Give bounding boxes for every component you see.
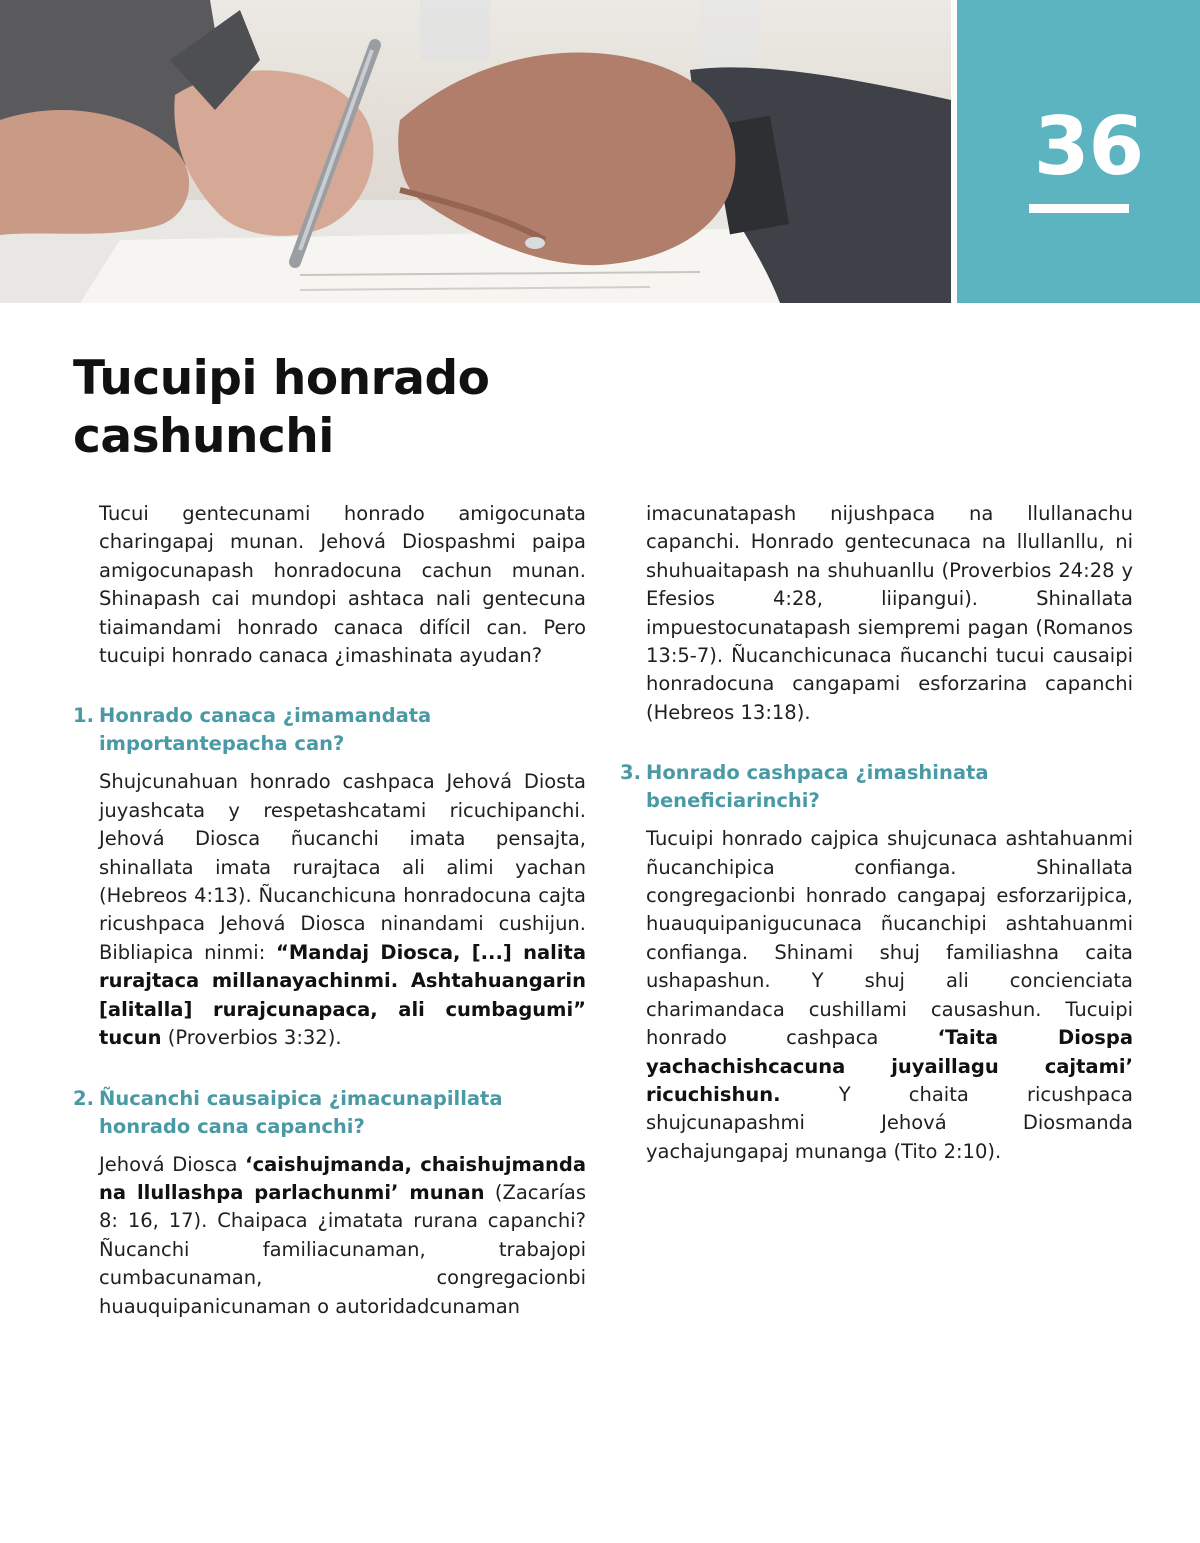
answer-text-continued: Y chaita ricushpaca shujcunapashmi Jehová Diosmanda yachajungapaj munanga (Tito 2:10). [646, 1082, 1134, 1163]
question-1-heading [73, 702, 586, 758]
lesson-number-badge [957, 0, 1200, 303]
question-2-heading [73, 1085, 586, 1141]
question-text: Honrado cashpaca ¿imashinata beneficiarinchi? [646, 761, 989, 813]
lesson-title [73, 350, 673, 466]
question-text: Honrado canaca ¿imamandata importantepacha can? [99, 704, 432, 756]
question-2-answer [99, 1151, 586, 1321]
question-3-heading [620, 759, 1133, 815]
lesson-title-line-1: Tucuipi honrado [73, 351, 490, 406]
question-3-answer [646, 825, 1133, 1166]
question-number: 3. [620, 761, 641, 785]
answer-text: Tucuipi honrado cajpica shujcunaca ashtahuanmi ñucanchipica confianga. Shinallata congregacionbi honrado cangapaj esforzarijpica, huauquipanigucunaca ñucanchipi ashtahuanmi confianga. Shinami shuj familiashna caita ushapashun. Y shuj ali concienciata charimandaca cushillami causashun. Tucuipi honrado cashpaca [646, 827, 1133, 1050]
answer-text: Shujcunahuan honrado cashpaca Jehová Diosta juyashcata y respetashcatami ricuchipanchi. Jehová Diosca ñucanchi imata pensajta, shinallata imata rurajtaca ali alimi yachan (Hebreos 4:13). Ñucanchicuna honradocuna cajta ricushpaca Jehová Diosca ninandami cushijun. Bibliapica ninmi: [99, 770, 586, 964]
question-number: 1. [73, 704, 94, 728]
scripture-quote: ‘Taita Diospa yachachishcacuna juyaillagu cajtami’ ricuchishun. [646, 1026, 1133, 1106]
answer-text-continued: (Zacarías 8: 16, 17). Chaipaca ¿imatata rurana capanchi? Ñucanchi familiacunaman, trabajopi cumbacunaman, congregacionbi huauquipanicunaman o autoridadcunaman [99, 1180, 587, 1318]
right-column [620, 500, 1133, 1166]
photo-illustration [0, 0, 951, 303]
lesson-title-line-2: cashunchi [73, 409, 334, 464]
intro-paragraph: Tucui gentecunami honrado amigocunata charingapaj munan. Jehová Diospashmi paipa amigocunapash honradocuna cachun munan. Shinapash cai mundopi ashtaca nali gentecuna tiaimandami honrado canaca difícil can. Pero tucuipi honrado canaca ¿imashinata ayudan? [99, 502, 586, 668]
question-2-answer-continued: imacunatapash nijushpaca na llullanachu capanchi. Honrado gentecunaca na llullanllu, ni shuhuaitapash na shuhuanllu (Proverbios 24:28 y Efesios 4:28, liipangui). Shinallata impuestocunatapash siempremi pagan (Romanos 13:5-7). Ñucanchicunaca ñucanchi tucui causaipi honradocuna cangapami esforzarina capanchi (Hebreos 13:18). [646, 502, 1133, 724]
lesson-number: 36 [1033, 100, 1144, 193]
scripture-quote: ‘caishujmanda, chaishujmanda na llullashpa parlachunmi’ munan [99, 1152, 587, 1204]
answer-text: Jehová Diosca [99, 1152, 238, 1176]
question-text: Ñucanchi causaipica ¿imacunapillata honrado cana capanchi? [99, 1086, 503, 1138]
question-1-answer [99, 768, 586, 1052]
question-number: 2. [73, 1086, 94, 1110]
left-column [73, 500, 586, 1321]
badge-underline [1029, 204, 1129, 213]
header-photo-handshake-signing [0, 0, 951, 303]
scripture-reference: (Proverbios 3:32). [167, 1026, 342, 1050]
scripture-quote: “Mandaj Diosca, [...] nalita rurajtaca millanayachinmi. Ashtahuangarin [alitalla] rurajcunapaca, ali cumbagumi” tucun [99, 940, 586, 1050]
